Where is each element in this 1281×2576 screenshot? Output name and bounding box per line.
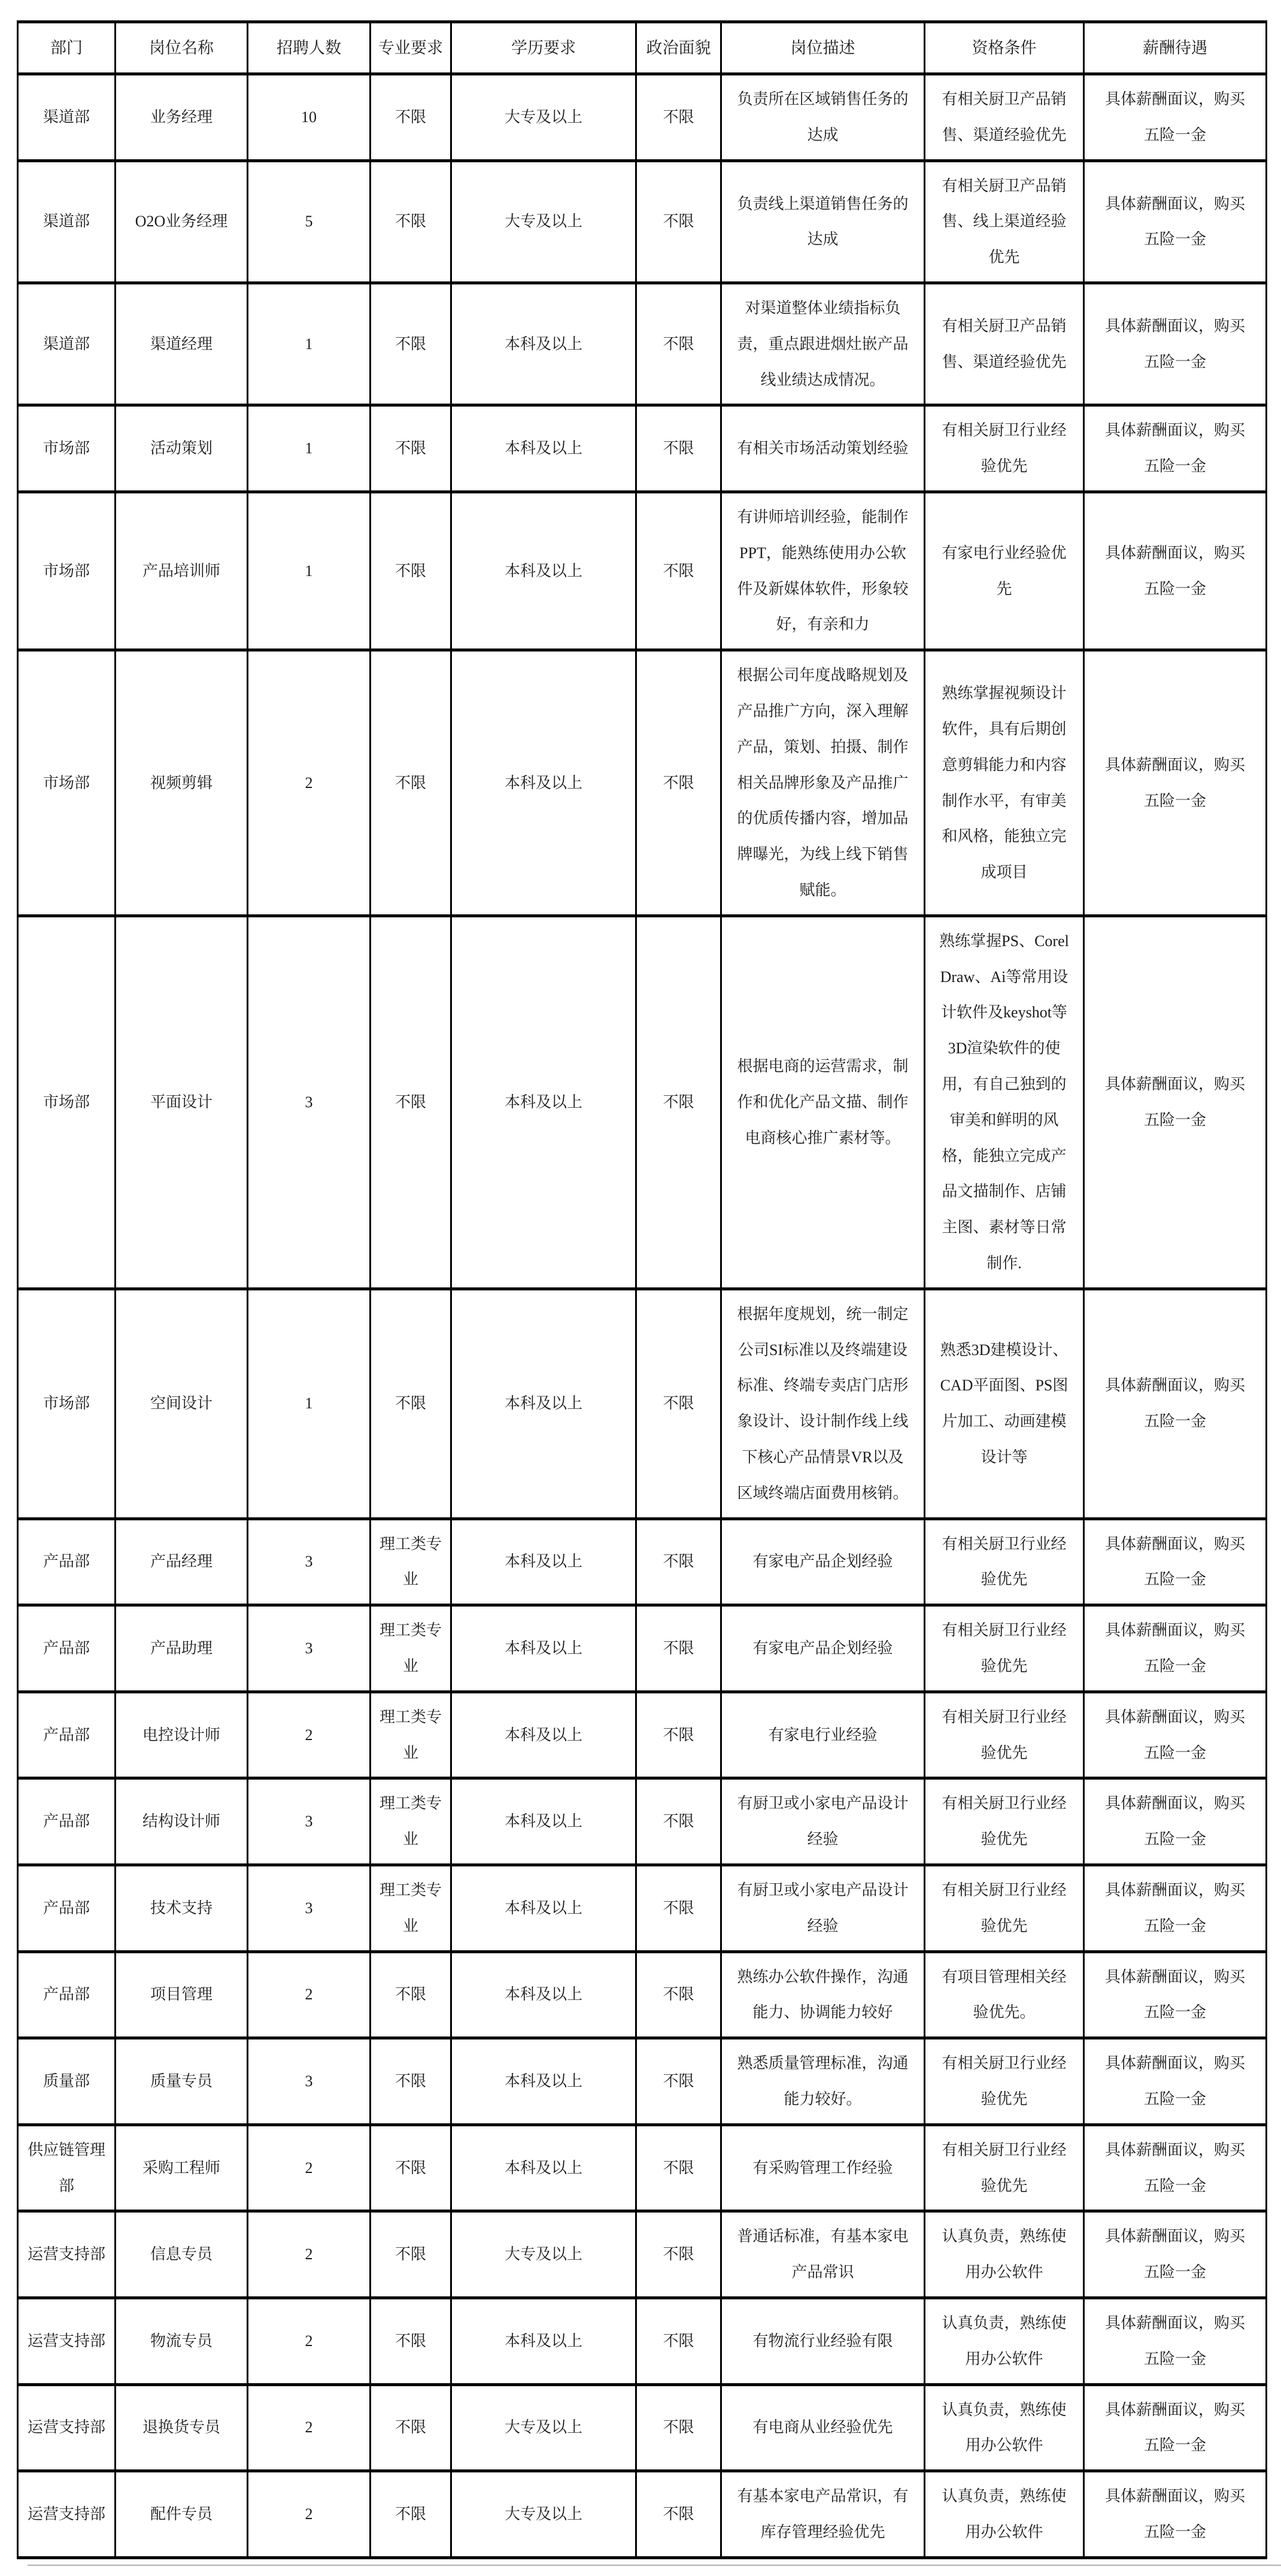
cell-political: 不限 (636, 2211, 721, 2298)
cell-department: 运营支持部 (18, 2211, 116, 2298)
cell-education: 大专及以上 (451, 2471, 636, 2558)
col-header-qualification: 资格条件 (925, 22, 1084, 74)
cell-department: 市场部 (18, 916, 116, 1289)
cell-qualification: 有家电行业经验优先 (925, 492, 1084, 650)
cell-salary: 具体薪酬面议，购买五险一金 (1084, 160, 1267, 283)
cell-political: 不限 (636, 2471, 721, 2558)
cell-major: 不限 (371, 2384, 451, 2471)
col-header-education: 学历要求 (451, 22, 636, 74)
cell-salary: 具体薪酬面议，购买五险一金 (1084, 74, 1267, 161)
table-row (18, 2038, 1267, 2125)
table-row (18, 492, 1267, 650)
cell-salary: 具体薪酬面议，购买五险一金 (1084, 2125, 1267, 2211)
cell-major: 不限 (371, 74, 451, 161)
cell-position: 平面设计 (116, 916, 248, 1289)
cell-count: 2 (248, 1692, 371, 1778)
cell-major: 不限 (371, 492, 451, 650)
cell-description: 熟练办公软件操作，沟通能力、协调能力较好 (721, 1951, 925, 2038)
cell-salary: 具体薪酬面议，购买五险一金 (1084, 1865, 1267, 1951)
cell-position: 产品培训师 (116, 492, 248, 650)
col-header-position: 岗位名称 (116, 22, 248, 74)
cell-major: 不限 (371, 2298, 451, 2384)
cell-major: 不限 (371, 283, 451, 405)
cell-education: 本科及以上 (451, 1692, 636, 1778)
table-row (18, 1605, 1267, 1692)
cell-education: 本科及以上 (451, 1289, 636, 1519)
cell-education: 本科及以上 (451, 2298, 636, 2384)
cell-description: 有相关市场活动策划经验 (721, 405, 925, 492)
cell-count: 1 (248, 405, 371, 492)
cell-department: 运营支持部 (18, 2471, 116, 2558)
table-row (18, 2125, 1267, 2211)
cell-qualification: 有相关厨卫产品销售、渠道经验优先 (925, 283, 1084, 405)
cell-position: 采购工程师 (116, 2125, 248, 2211)
col-header-political: 政治面貌 (636, 22, 721, 74)
table-row (18, 1289, 1267, 1519)
table-row (18, 283, 1267, 405)
cell-count: 5 (248, 160, 371, 283)
cell-description: 根据年度规划，统一制定公司SI标准以及终端建设标准、终端专卖店门店形象设计、设计制作线上线下核心产品情景VR以及区域终端店面费用核销。 (721, 1289, 925, 1519)
table-row (18, 2471, 1267, 2558)
cell-education: 本科及以上 (451, 1778, 636, 1865)
cell-department: 运营支持部 (18, 2384, 116, 2471)
cell-major: 不限 (371, 1289, 451, 1519)
cell-position: 业务经理 (116, 74, 248, 161)
cell-department: 产品部 (18, 1692, 116, 1778)
cell-education: 本科及以上 (451, 916, 636, 1289)
table-body (18, 74, 1267, 2558)
table-row (18, 1519, 1267, 1605)
cell-qualification: 熟练掌握PS、CorelDraw、Ai等常用设计软件及keyshot等3D渲染软件的使用，有自己独到的审美和鲜明的风格，能独立完成产品文描制作、店铺主图、素材等日常制作. (925, 916, 1084, 1289)
cell-qualification: 有项目管理相关经验优先。 (925, 1951, 1084, 2038)
cell-qualification: 有相关厨卫产品销售、渠道经验优先 (925, 74, 1084, 161)
cell-salary: 具体薪酬面议，购买五险一金 (1084, 2384, 1267, 2471)
cell-salary: 具体薪酬面议，购买五险一金 (1084, 2298, 1267, 2384)
cell-department: 渠道部 (18, 74, 116, 161)
cell-education: 本科及以上 (451, 1519, 636, 1605)
cell-count: 2 (248, 650, 371, 916)
cell-major: 不限 (371, 916, 451, 1289)
cell-political: 不限 (636, 405, 721, 492)
cell-department: 市场部 (18, 1289, 116, 1519)
table-row (18, 2211, 1267, 2298)
cell-qualification: 认真负责，熟练使用办公软件 (925, 2471, 1084, 2558)
cell-position: 结构设计师 (116, 1778, 248, 1865)
cell-education: 本科及以上 (451, 405, 636, 492)
cell-political: 不限 (636, 916, 721, 1289)
cell-position: 空间设计 (116, 1289, 248, 1519)
cell-qualification: 有相关厨卫行业经验优先 (925, 1778, 1084, 1865)
cell-department: 质量部 (18, 2038, 116, 2125)
cell-count: 2 (248, 2125, 371, 2211)
cell-count: 1 (248, 492, 371, 650)
cell-count: 3 (248, 1519, 371, 1605)
table-row (18, 1692, 1267, 1778)
cell-position: 电控设计师 (116, 1692, 248, 1778)
cell-salary: 具体薪酬面议，购买五险一金 (1084, 2038, 1267, 2125)
cell-major: 不限 (371, 2211, 451, 2298)
cell-position: 渠道经理 (116, 283, 248, 405)
cell-salary: 具体薪酬面议，购买五险一金 (1084, 2211, 1267, 2298)
cell-department: 供应链管理部 (18, 2125, 116, 2211)
cell-department: 市场部 (18, 405, 116, 492)
cell-political: 不限 (636, 1692, 721, 1778)
table-row (18, 1951, 1267, 2038)
cell-political: 不限 (636, 2125, 721, 2211)
cell-education: 大专及以上 (451, 160, 636, 283)
cell-education: 大专及以上 (451, 2211, 636, 2298)
cell-qualification: 认真负责，熟练使用办公软件 (925, 2211, 1084, 2298)
table-row (18, 1778, 1267, 1865)
col-header-salary: 薪酬待遇 (1084, 22, 1267, 74)
col-header-description: 岗位描述 (721, 22, 925, 74)
cell-position: 物流专员 (116, 2298, 248, 2384)
cell-political: 不限 (636, 1289, 721, 1519)
table-row (18, 74, 1267, 161)
cell-count: 3 (248, 1778, 371, 1865)
cell-position: 技术支持 (116, 1865, 248, 1951)
cell-count: 3 (248, 1865, 371, 1951)
cell-count: 1 (248, 1289, 371, 1519)
cell-qualification: 有相关厨卫行业经验优先 (925, 405, 1084, 492)
cell-salary: 具体薪酬面议，购买五险一金 (1084, 283, 1267, 405)
cell-political: 不限 (636, 2298, 721, 2384)
cell-salary: 具体薪酬面议，购买五险一金 (1084, 1289, 1267, 1519)
header-row (18, 22, 1267, 74)
cell-political: 不限 (636, 2384, 721, 2471)
cell-count: 10 (248, 74, 371, 161)
cell-description: 有厨卫或小家电产品设计经验 (721, 1865, 925, 1951)
cell-education: 本科及以上 (451, 492, 636, 650)
cell-qualification: 认真负责，熟练使用办公软件 (925, 2384, 1084, 2471)
cell-description: 有基本家电产品常识，有库存管理经验优先 (721, 2471, 925, 2558)
cell-description: 有家电产品企划经验 (721, 1519, 925, 1605)
table-row (18, 2384, 1267, 2471)
cell-salary: 具体薪酬面议，购买五险一金 (1084, 1519, 1267, 1605)
col-header-major: 专业要求 (371, 22, 451, 74)
cell-department: 渠道部 (18, 160, 116, 283)
cell-description: 有家电产品企划经验 (721, 1605, 925, 1692)
cell-description: 有物流行业经验有限 (721, 2298, 925, 2384)
cell-education: 大专及以上 (451, 74, 636, 161)
cell-count: 2 (248, 2211, 371, 2298)
cell-description: 普通话标准，有基本家电产品常识 (721, 2211, 925, 2298)
cell-count: 3 (248, 916, 371, 1289)
table-bottom-rule (28, 2565, 1281, 2566)
cell-count: 1 (248, 283, 371, 405)
cell-qualification: 熟练掌握视频设计软件，具有后期创意剪辑能力和内容制作水平，有审美和风格，能独立完成项目 (925, 650, 1084, 916)
cell-description: 负责线上渠道销售任务的达成 (721, 160, 925, 283)
cell-salary: 具体薪酬面议，购买五险一金 (1084, 1692, 1267, 1778)
cell-position: 产品助理 (116, 1605, 248, 1692)
cell-description: 熟悉质量管理标准，沟通能力较好。 (721, 2038, 925, 2125)
cell-description: 有采购管理工作经验 (721, 2125, 925, 2211)
cell-qualification: 有相关厨卫行业经验优先 (925, 2038, 1084, 2125)
cell-qualification: 有相关厨卫行业经验优先 (925, 1519, 1084, 1605)
cell-salary: 具体薪酬面议，购买五险一金 (1084, 916, 1267, 1289)
cell-major: 理工类专业 (371, 1605, 451, 1692)
col-header-department: 部门 (18, 22, 116, 74)
cell-count: 2 (248, 2298, 371, 2384)
cell-position: 视频剪辑 (116, 650, 248, 916)
cell-political: 不限 (636, 650, 721, 916)
table-row (18, 650, 1267, 916)
cell-qualification: 有相关厨卫产品销售、线上渠道经验优先 (925, 160, 1084, 283)
cell-department: 产品部 (18, 1519, 116, 1605)
cell-political: 不限 (636, 492, 721, 650)
cell-political: 不限 (636, 1951, 721, 2038)
cell-description: 对渠道整体业绩指标负责，重点跟进烟灶嵌产品线业绩达成情况。 (721, 283, 925, 405)
cell-description: 有家电行业经验 (721, 1692, 925, 1778)
cell-position: 产品经理 (116, 1519, 248, 1605)
cell-description: 有电商从业经验优先 (721, 2384, 925, 2471)
cell-education: 本科及以上 (451, 650, 636, 916)
cell-education: 本科及以上 (451, 1951, 636, 2038)
cell-description: 有讲师培训经验，能制作PPT，能熟练使用办公软件及新媒体软件，形象较好，有亲和力 (721, 492, 925, 650)
cell-description: 负责所在区域销售任务的达成 (721, 74, 925, 161)
cell-description: 有厨卫或小家电产品设计经验 (721, 1778, 925, 1865)
cell-major: 不限 (371, 160, 451, 283)
cell-political: 不限 (636, 1519, 721, 1605)
cell-salary: 具体薪酬面议，购买五险一金 (1084, 2471, 1267, 2558)
cell-salary: 具体薪酬面议，购买五险一金 (1084, 1778, 1267, 1865)
cell-major: 不限 (371, 1951, 451, 2038)
cell-count: 2 (248, 1951, 371, 2038)
cell-department: 产品部 (18, 1605, 116, 1692)
cell-description: 根据电商的运营需求，制作和优化产品文描、制作电商核心推广素材等。 (721, 916, 925, 1289)
cell-qualification: 有相关厨卫行业经验优先 (925, 1605, 1084, 1692)
cell-political: 不限 (636, 1605, 721, 1692)
cell-political: 不限 (636, 160, 721, 283)
cell-department: 产品部 (18, 1865, 116, 1951)
cell-position: 活动策划 (116, 405, 248, 492)
cell-department: 运营支持部 (18, 2298, 116, 2384)
cell-position: O2O业务经理 (116, 160, 248, 283)
cell-department: 市场部 (18, 650, 116, 916)
cell-education: 本科及以上 (451, 283, 636, 405)
cell-political: 不限 (636, 74, 721, 161)
cell-position: 信息专员 (116, 2211, 248, 2298)
cell-qualification: 熟悉3D建模设计、CAD平面图、PS图片加工、动画建模设计等 (925, 1289, 1084, 1519)
cell-political: 不限 (636, 1778, 721, 1865)
cell-salary: 具体薪酬面议，购买五险一金 (1084, 1605, 1267, 1692)
cell-count: 3 (248, 1605, 371, 1692)
table-row (18, 405, 1267, 492)
cell-education: 大专及以上 (451, 2384, 636, 2471)
cell-count: 2 (248, 2471, 371, 2558)
cell-department: 产品部 (18, 1778, 116, 1865)
cell-major: 理工类专业 (371, 1692, 451, 1778)
cell-position: 质量专员 (116, 2038, 248, 2125)
cell-department: 渠道部 (18, 283, 116, 405)
table-row (18, 916, 1267, 1289)
table-header (18, 22, 1267, 74)
cell-qualification: 有相关厨卫行业经验优先 (925, 1692, 1084, 1778)
cell-count: 3 (248, 2038, 371, 2125)
cell-political: 不限 (636, 283, 721, 405)
cell-education: 本科及以上 (451, 1605, 636, 1692)
cell-salary: 具体薪酬面议，购买五险一金 (1084, 492, 1267, 650)
col-header-count: 招聘人数 (248, 22, 371, 74)
cell-major: 理工类专业 (371, 1778, 451, 1865)
cell-salary: 具体薪酬面议，购买五险一金 (1084, 405, 1267, 492)
job-postings-table (17, 20, 1267, 2559)
cell-qualification: 认真负责，熟练使用办公软件 (925, 2298, 1084, 2384)
table-row (18, 1865, 1267, 1951)
cell-qualification: 有相关厨卫行业经验优先 (925, 2125, 1084, 2211)
cell-education: 本科及以上 (451, 2125, 636, 2211)
cell-major: 不限 (371, 2125, 451, 2211)
cell-position: 配件专员 (116, 2471, 248, 2558)
cell-major: 理工类专业 (371, 1865, 451, 1951)
cell-position: 退换货专员 (116, 2384, 248, 2471)
cell-major: 不限 (371, 650, 451, 916)
cell-department: 产品部 (18, 1951, 116, 2038)
cell-major: 不限 (371, 2471, 451, 2558)
cell-major: 理工类专业 (371, 1519, 451, 1605)
cell-department: 市场部 (18, 492, 116, 650)
table-row (18, 160, 1267, 283)
cell-salary: 具体薪酬面议，购买五险一金 (1084, 650, 1267, 916)
cell-major: 不限 (371, 2038, 451, 2125)
cell-count: 2 (248, 2384, 371, 2471)
cell-political: 不限 (636, 2038, 721, 2125)
table-row (18, 2298, 1267, 2384)
cell-major: 不限 (371, 405, 451, 492)
cell-education: 本科及以上 (451, 2038, 636, 2125)
cell-political: 不限 (636, 1865, 721, 1951)
cell-education: 本科及以上 (451, 1865, 636, 1951)
cell-qualification: 有相关厨卫行业经验优先 (925, 1865, 1084, 1951)
cell-description: 根据公司年度战略规划及产品推广方向，深入理解产品，策划、拍摄、制作相关品牌形象及产品推广的优质传播内容，增加品牌曝光，为线上线下销售赋能。 (721, 650, 925, 916)
cell-position: 项目管理 (116, 1951, 248, 2038)
cell-salary: 具体薪酬面议，购买五险一金 (1084, 1951, 1267, 2038)
